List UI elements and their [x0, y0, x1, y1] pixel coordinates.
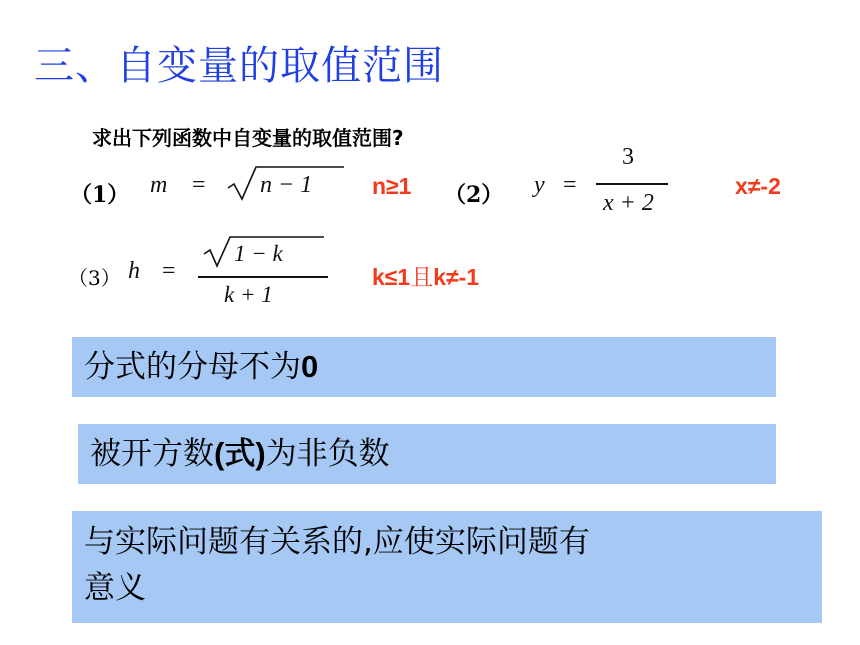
problem-1-answer: n≥1	[372, 173, 412, 199]
fraction-bar	[596, 183, 668, 185]
rule-2-text-b: 为非负数	[265, 436, 390, 472]
problem-3-denominator: k + 1	[224, 282, 273, 307]
rule-2-text-a: 被开方数	[90, 436, 214, 472]
problem-2-numerator: 3	[622, 144, 634, 170]
question-prompt: 求出下列函数中自变量的取值范围?	[92, 126, 404, 150]
rule-box-radical	[78, 424, 776, 484]
problem-3-equals: =	[162, 258, 176, 284]
problem-3-lhs: h	[128, 258, 140, 284]
problem-2-lhs: y	[534, 172, 545, 198]
rule-1-text: 分式的分母不为	[84, 349, 301, 385]
slide-title: 三、自变量的取值范围	[34, 43, 444, 89]
problem-3-numerator: 1 − k	[234, 241, 283, 266]
problem-1-lhs: m	[150, 172, 168, 198]
problem-2-equals: =	[563, 172, 577, 198]
problem-3-answer-conj: 且	[410, 265, 434, 291]
problem-2-answer: x≠-2	[735, 173, 781, 199]
rule-3-line-1: 与实际问题有关系的,应使实际问题有	[84, 524, 590, 560]
problem-3-answer	[372, 259, 479, 292]
problem-1-label: （1）	[70, 182, 130, 208]
problem-1-radicand: n − 1	[260, 172, 313, 198]
problem-3-label: （3）	[68, 266, 121, 290]
rule-2-paren: (式)	[214, 436, 266, 471]
rule-3-line-2: 意义	[84, 570, 146, 606]
problem-2-label: （2）	[444, 182, 504, 208]
problem-2-denominator: x + 2	[603, 190, 654, 216]
rule-box-fraction	[72, 337, 776, 397]
problem-3-answer-a: k≤1	[372, 264, 411, 290]
fraction-bar	[198, 276, 328, 278]
problem-1-equals: =	[192, 172, 206, 198]
rule-1-tail: 0	[301, 349, 319, 384]
problem-3-answer-b: k≠-1	[433, 264, 480, 290]
rule-box-practical	[72, 511, 822, 623]
